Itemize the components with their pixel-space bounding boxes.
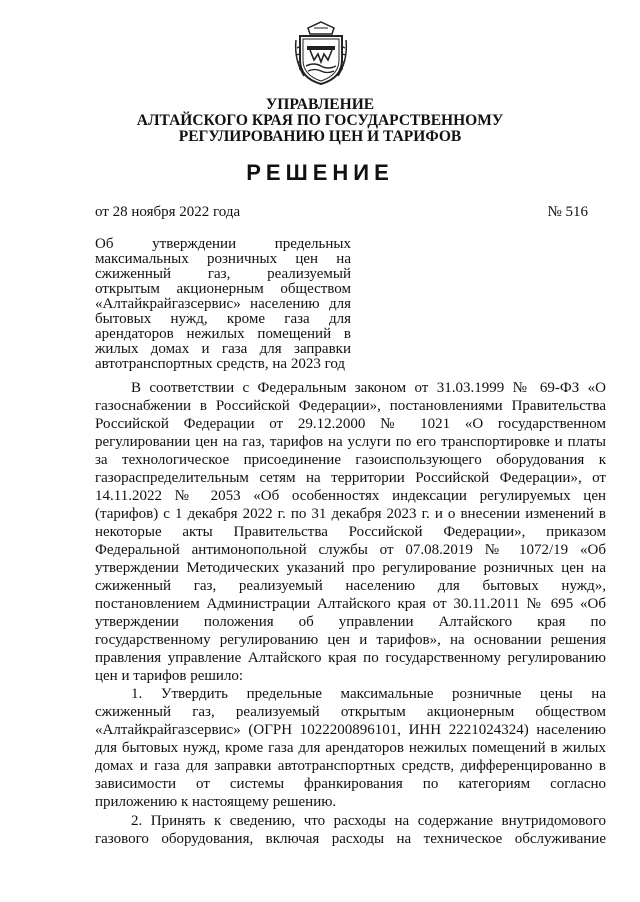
body-line: сжиженный газ, реализуемый открытым акционерным обществом — [95, 704, 606, 720]
body-line: Федеральной антимонопольной службы от 07.08.2019 № 1072/19 «Об — [95, 542, 606, 558]
body-line: газового оборудования, включая расходы на техническое обслуживание — [95, 831, 606, 847]
body-line: некоторые акты Правительства Российской Федерации», приказом — [95, 524, 606, 540]
body-line: регулировании цен на газ, тарифов на услуги по его транспортировке и платы — [95, 434, 606, 450]
subject-line: жилых домах и газа для заправки — [95, 341, 351, 357]
org-name-line-1: УПРАВЛЕНИЕ — [265, 96, 375, 113]
body-line: за технологическое присоединение газоиспользующего оборудования к — [95, 452, 606, 468]
body-line: цен и тарифов решило: — [95, 668, 244, 684]
body-line: сжиженный газ, реализуемый населению для бытовых нужд», — [95, 578, 606, 594]
body-line: 14.11.2022 № 2053 «Об особенностях индексации регулируемых цен — [95, 488, 606, 504]
subject-line: бытовых нужд, кроме газа для — [95, 311, 351, 327]
body-line: государственному регулированию цен и тарифов», на основании решения — [95, 632, 606, 648]
body-line: (тарифов) с 1 декабря 2022 г. по 31 декабря 2023 г. и о внесении изменений в — [95, 506, 606, 522]
document-type-title: РЕШЕНИЕ — [246, 160, 394, 185]
body-line: утверждении Методических указаний про регулирование розничных цен на — [95, 560, 606, 576]
body-line: Российской Федерации от 29.12.2000 № 1021 «О государственном — [95, 416, 606, 432]
subject-line: автотранспортных средств, на 2023 год — [95, 356, 346, 372]
subject-line: «Алтайкрайгазсервис» населению для — [95, 296, 351, 312]
org-name-line-3: РЕГУЛИРОВАНИЮ ЦЕН И ТАРИФОВ — [178, 128, 462, 145]
body-line: газораспределительным сетям на территории Российской Федерации», от — [95, 470, 606, 486]
body-line: «Алтайкрайгазсервис» (ОГРН 1022200896101, ИНН 2221024324) населению — [95, 722, 606, 738]
body-line: приложению к настоящему решению. — [95, 794, 337, 810]
document-number: № 516 — [547, 204, 588, 220]
subject-line: открытым акционерным обществом — [95, 281, 351, 297]
subject-line: максимальных розничных цен на — [95, 251, 351, 267]
body-line: для бытовых нужд, кроме газа для арендаторов нежилых помещений в жилых — [95, 740, 606, 756]
body-line: зависимости от системы франкирования по категориям согласно — [95, 776, 606, 792]
body-line: постановлением Администрации Алтайского края от 30.11.2011 № 695 «Об — [95, 596, 606, 612]
subject-line: сжиженный газ, реализуемый — [95, 266, 351, 282]
body-line: правления управление Алтайского края по государственному регулированию — [95, 650, 606, 666]
body-line: утверждении положения об управлении Алтайского края по — [95, 614, 606, 630]
subject-line: арендаторов нежилых помещений в — [95, 326, 351, 342]
body-line: 2. Принять к сведению, что расходы на содержание внутридомового — [131, 813, 606, 829]
body-line: газоснабжении в Российской Федерации», постановлениями Правительства — [95, 398, 606, 414]
body-line: домах и газа для заправки автотранспортных средств, дифференцированно в — [95, 758, 606, 774]
coat-of-arms-icon — [294, 20, 348, 86]
body-line: 1. Утвердить предельные максимальные розничные цены на — [131, 686, 606, 702]
org-name-line-2: АЛТАЙСКОГО КРАЯ ПО ГОСУДАРСТВЕННОМУ — [136, 112, 504, 129]
body-line: В соответствии с Федеральным законом от 31.03.1999 № 69-ФЗ «О — [131, 380, 606, 396]
document-date: от 28 ноября 2022 года — [95, 204, 241, 220]
subject-line: Об утверждении предельных — [95, 236, 351, 252]
